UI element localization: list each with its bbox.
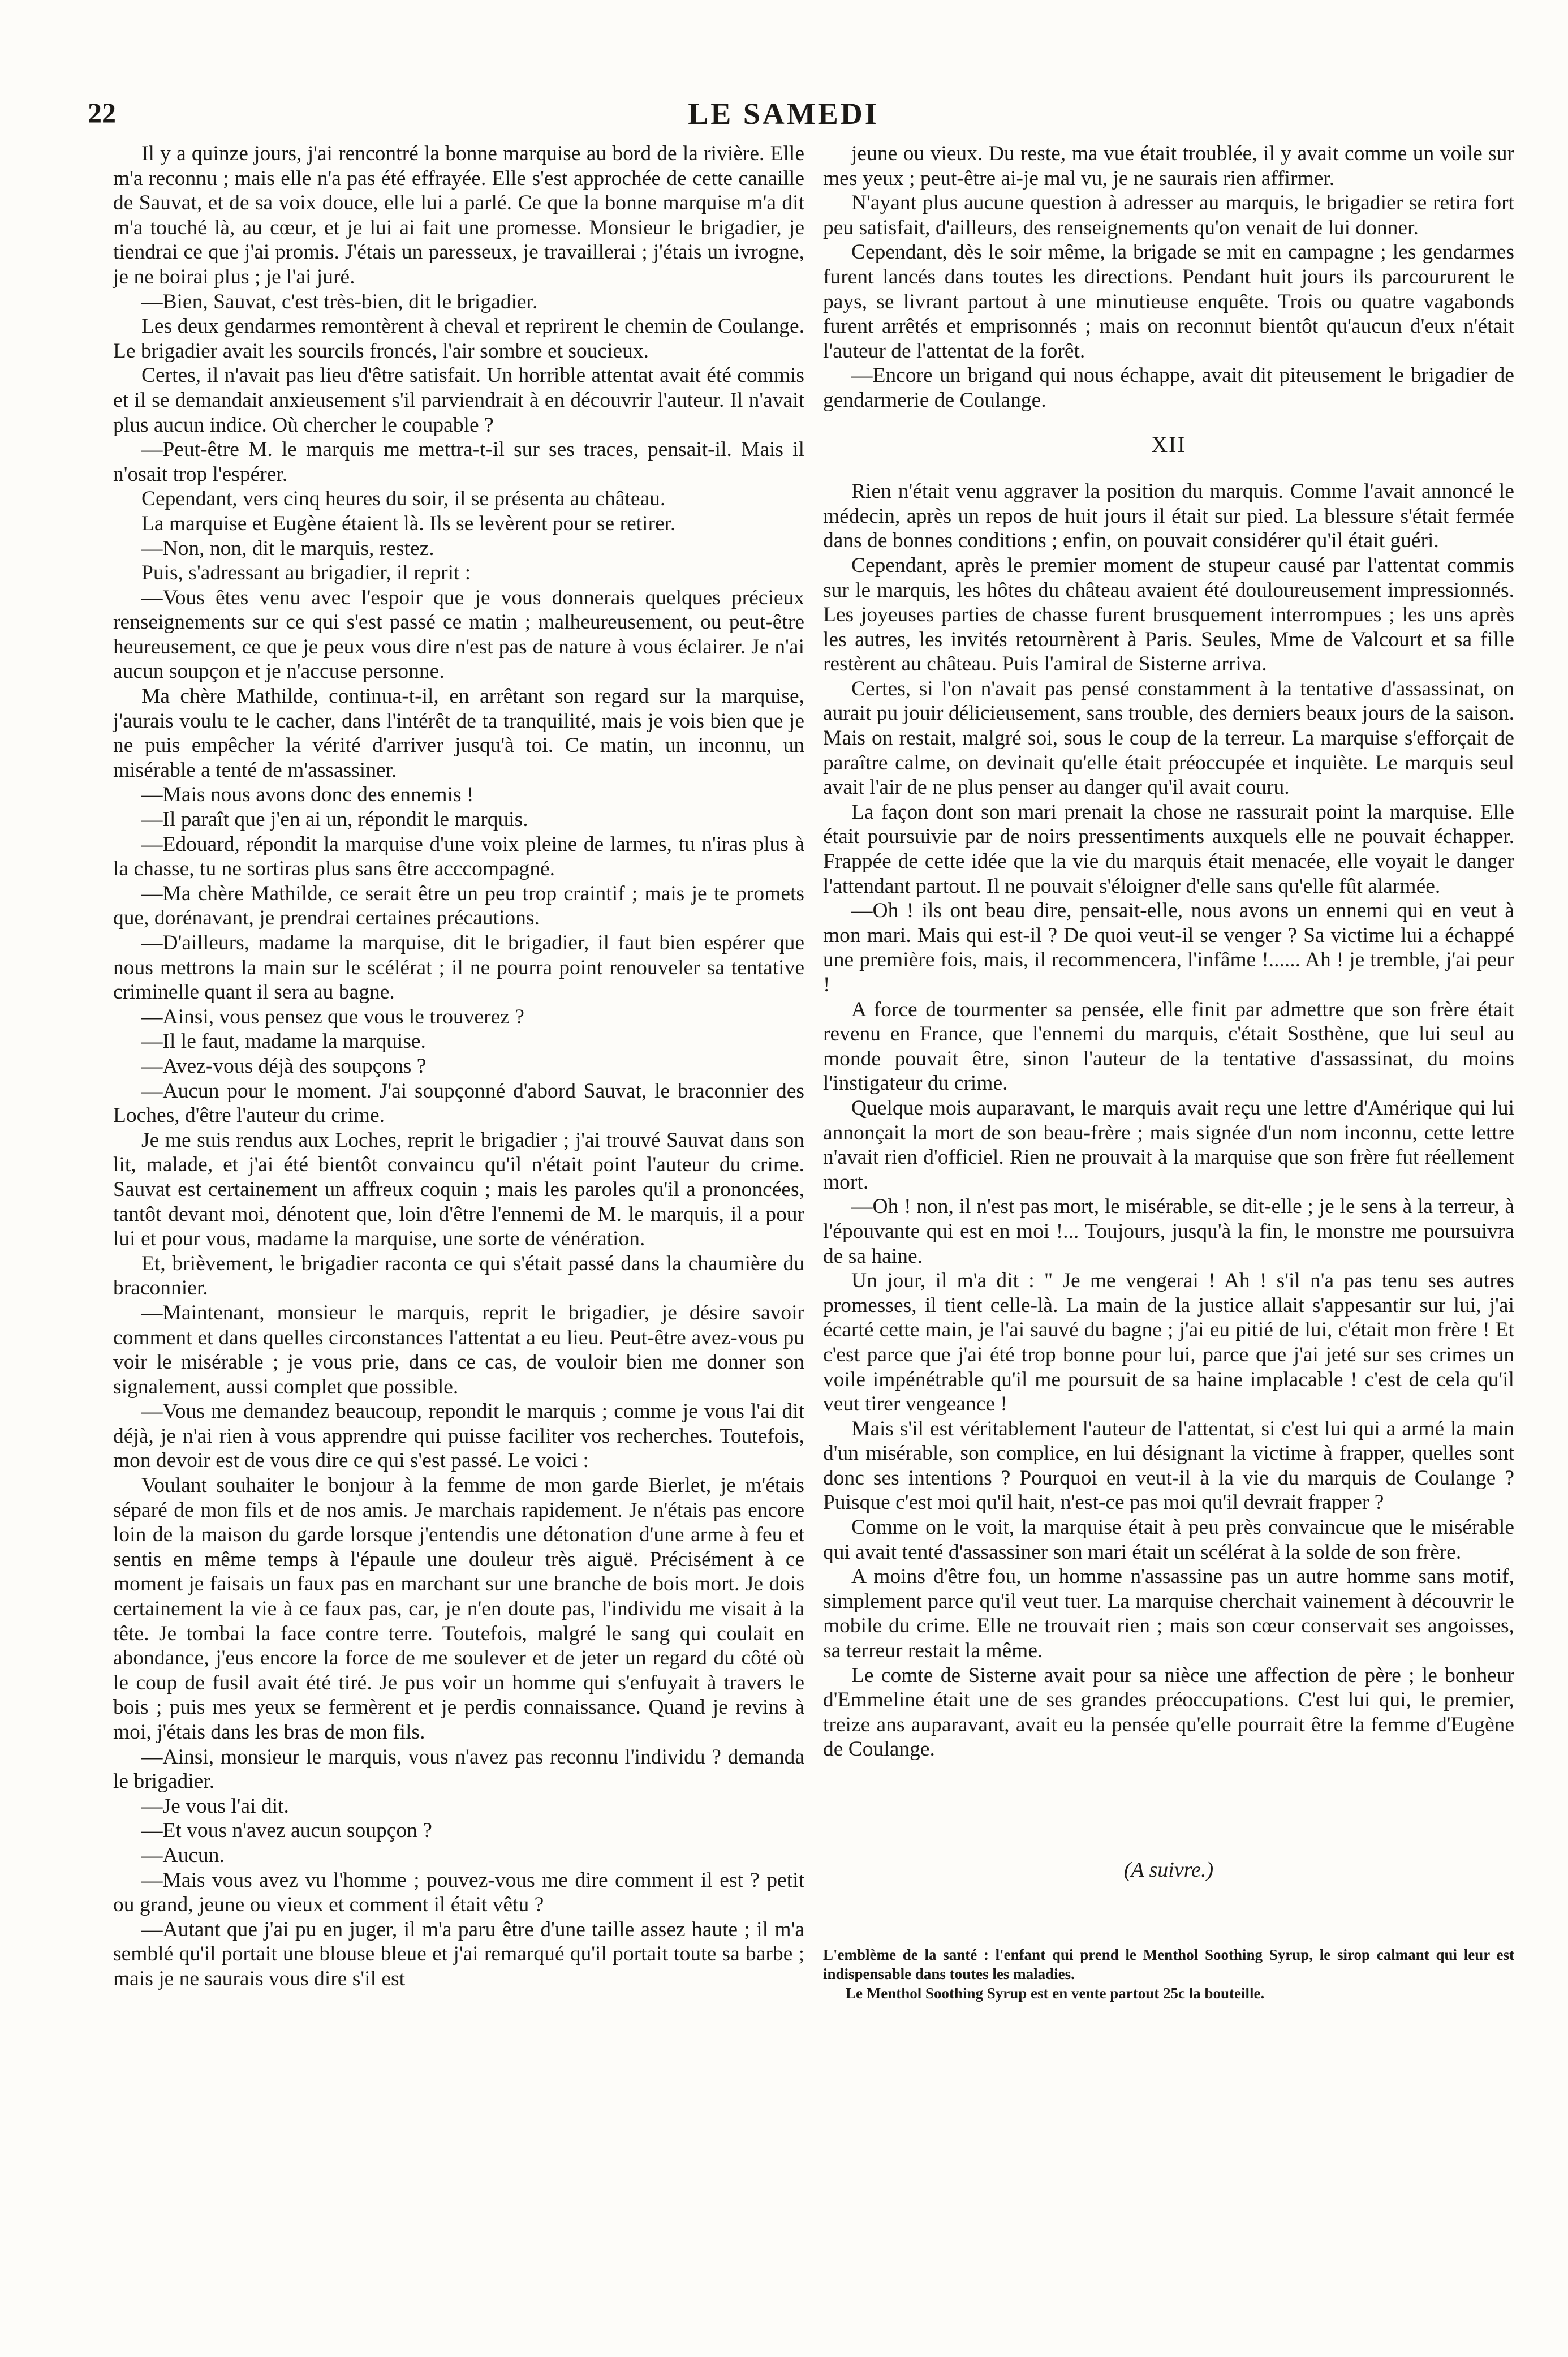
paragraph: —Aucun pour le moment. J'ai soupçonné d'abord Sauvat, le braconnier des Loches, d'être l'auteur du crime. [113, 1079, 804, 1128]
paragraph: jeune ou vieux. Du reste, ma vue était troublée, il y avait comme un voile sur mes yeux ; peut-être ai-je mal vu, je ne saurais rien affirmer. [823, 142, 1514, 190]
paragraph: Je me suis rendus aux Loches, reprit le brigadier ; j'ai trouvé Sauvat dans son lit, malade, et j'ai été bientôt convaincu qu'il n'était point l'auteur du crime. Sauvat est certainement un affreux coquin ; mais les paroles qu'il a prononcées, tantôt devant moi, dénotent que, loin d'être l'ennemi de M. le marquis, il a pour lui et pour vous, madame la marquise, une sorte de vénération. [113, 1128, 804, 1251]
paragraph: Le comte de Sisterne avait pour sa nièce une affection de père ; le bonheur d'Emmeline était une de ses grandes préoccupations. C'est lui qui, le premier, treize ans auparavant, avait eu la pensée qu'elle pourrait être la femme d'Eugène de Coulange. [823, 1663, 1514, 1761]
paragraph: Comme on le voit, la marquise était à peu près convaincue que le misérable qui avait tenté d'assassiner son mari était un scélérat à la solde de son frère. [823, 1516, 1514, 1564]
paragraph: —Non, non, dit le marquis, restez. [141, 536, 434, 560]
paragraph: —Ainsi, monsieur le marquis, vous n'avez pas reconnu l'individu ? demanda le brigadier. [113, 1745, 804, 1793]
paragraph: —Avez-vous déjà des soupçons ? [141, 1054, 427, 1078]
paragraph: Cependant, après le premier moment de stupeur causé par l'attentat commis sur le marquis, les hôtes du château avaient été douloureusement impressionnés. Les joyeuses parties de chasse furent brusquement interrompues ; les uns après les autres, les invités retournèrent à Paris. Seules, Mme de Valcourt et sa fille restèrent au château. Puis l'amiral de Sisterne arriva. [823, 553, 1514, 676]
paragraph: —Peut-être M. le marquis me mettra-t-il sur ses traces, pensait-il. Mais il n'osait trop l'espérer. [113, 438, 804, 486]
footer-note-line-2: Le Menthol Soothing Syrup est en vente partout 25c la bouteille. [846, 1984, 1265, 2002]
paragraph: —Ma chère Mathilde, ce serait être un peu trop craintif ; mais je te promets que, dorénavant, je prendrai certaines précautions. [113, 881, 804, 930]
paragraph: —D'ailleurs, madame la marquise, dit le brigadier, il faut bien espérer que nous mettrons la main sur le scélérat ; il ne pourra point renouveler sa tentative criminelle quant il sera au bagne. [113, 931, 804, 1004]
right-column-text-before [823, 141, 1514, 413]
paragraph: Un jour, il m'a dit : " Je me vengerai ! Ah ! s'il n'a pas tenu ses autres promesses, il tient celle-là. La main de la justice allait s'appesantir sur lui, j'ai écarté cette main, je l'ai sauvé du bagne ; j'ai eu pitié de lui, c'était mon frère ! Et c'est parce que j'ai été trop bonne pour lui, parce que j'ai jeté sur ses crimes un voile impénétrable qu'il me poursuit de sa haine implacable ! c'est de cela qu'il veut tirer vengeance ! [823, 1269, 1514, 1416]
paragraph: —Mais vous avez vu l'homme ; pouvez-vous me dire comment il est ? petit ou grand, jeune ou vieux et comment il était vêtu ? [113, 1868, 804, 1917]
journal-title: LE SAMEDI [688, 97, 879, 131]
paragraph: Ma chère Mathilde, continua-t-il, en arrêtant son regard sur la marquise, j'aurais voulu te le cacher, dans l'intérêt de ta tranquilité, mais je vois bien que je ne puis empêcher la vérité d'arriver jusqu'à toi. Ce matin, un inconnu, un misérable a tenté de m'assassiner. [113, 685, 804, 782]
paragraph: Puis, s'adressant au brigadier, il reprit : [141, 561, 471, 585]
page-header [88, 96, 1479, 141]
paragraph: —Mais nous avons donc des ennemis ! [141, 783, 474, 807]
paragraph: —Vous me demandez beaucoup, repondit le marquis ; comme je vous l'ai dit déjà, je n'ai rien à vous apprendre qui puisse faciliter vos recherches. Toutefois, mon devoir est de vous dire ce qui s'est passé. Le voici : [113, 1400, 804, 1473]
paragraph: Certes, si l'on n'avait pas pensé constamment à la tentative d'assassinat, on aurait pu jouir délicieusement, sans trouble, des derniers beaux jours de la saison. Mais on restait, malgré soi, sous le coup de la terreur. La marquise s'efforçait de paraître calme, on devinait qu'elle était préoccupée et inquiète. Le marquis seul avait l'air de ne plus penser au danger qu'il avait couru. [823, 677, 1514, 799]
paragraph: Les deux gendarmes remontèrent à cheval et reprirent le chemin de Coulange. Le brigadier avait les sourcils froncés, l'air sombre et soucieux. [113, 315, 804, 363]
footer-note-line-1: L'emblème de la santé : l'enfant qui prend le Menthol Soothing Syrup, le sirop calmant qui leur est indispensable dans toutes les maladies. [823, 1946, 1514, 1982]
right-column [823, 141, 1514, 2003]
page-number: 22 [88, 97, 116, 128]
chapter-heading: XII [1151, 431, 1186, 457]
paragraph: Rien n'était venu aggraver la position du marquis. Comme l'avait annoncé le médecin, après un repos de huit jours il était sur pied. La blessure s'était fermée dans de bonnes conditions ; enfin, on pouvait considérer qu'il était guéri. [823, 480, 1514, 553]
paragraph: —Vous êtes venu avec l'espoir que je vous donnerais quelques précieux renseignements sur ce qui s'est passé ce matin ; malheureusement, ou peut-être heureusement, ce que je peux vous dire n'est pas de nature à vous éclairer. Je n'ai aucun soupçon et je n'accuse personne. [113, 586, 804, 683]
paragraph: —Je vous l'ai dit. [141, 1794, 289, 1818]
paragraph: —Oh ! non, il n'est pas mort, le misérable, se dit-elle ; je le sens à la terreur, à l'épouvante qui est en moi !... Toujours, jusqu'à la fin, le monstre me poursuivra de sa haine. [823, 1195, 1514, 1268]
paragraph: Certes, il n'avait pas lieu d'être satisfait. Un horrible attentat avait été commis et il se demandait anxieusement s'il parviendrait à en découvrir l'auteur. Il n'avait plus aucun indice. Où chercher le coupable ? [113, 364, 804, 437]
paragraph: Cependant, vers cinq heures du soir, il se présenta au château. [141, 487, 666, 511]
paragraph: —Edouard, répondit la marquise d'une voix pleine de larmes, tu n'iras plus à la chasse, tu ne sortiras plus sans être acccompagné. [113, 832, 804, 881]
paragraph: Mais s'il est véritablement l'auteur de l'attentat, si c'est lui qui a armé la main d'un misérable, son complice, en lui désignant la victime à frapper, quelles sont donc ses intentions ? Pourquoi en veut-il à la vie du marquis de Coulange ? Puisque c'est moi qu'il hait, n'est-ce pas moi qu'il devrait frapper ? [823, 1417, 1514, 1515]
paragraph: —Et vous n'avez aucun soupçon ? [141, 1819, 432, 1843]
footer-advertisement [823, 1945, 1514, 2003]
paragraph: La façon dont son mari prenait la chose ne rassurait point la marquise. Elle était poursuivie par de noirs pressentiments auxquels elle ne pouvait échapper. Frappée de cette idée que la vie du marquis était menacée, elle voyait le danger l'attendant partout. Il ne pouvait s'éloigner d'elle sans qu'elle fût alarmée. [823, 800, 1514, 898]
paragraph: —Autant que j'ai pu en juger, il m'a paru être d'une taille assez haute ; il m'a semblé qu'il portait une blouse bleue et j'ai remarqué qu'il portait toute sa barbe ; mais je ne saurais vous dire s'il est [113, 1917, 804, 1990]
paragraph: —Il paraît que j'en ai un, répondit le marquis. [141, 808, 528, 832]
paragraph: —Oh ! ils ont beau dire, pensait-elle, nous avons un ennemi qui en veut à mon mari. Mais qui est-il ? De quoi veut-il se venger ? Sa victime lui a échappé une première fois, mais, il recommencera, l'infâme !...... Ah ! je tremble, j'ai peur ! [823, 899, 1514, 996]
paragraph: Voulant souhaiter le bonjour à la femme de mon garde Bierlet, je m'étais séparé de mon fils et de nos amis. Je marchais rapidement. Je n'étais pas encore loin de la maison du garde lorsque j'entendis une détonation d'une arme à feu et sentis en même temps à l'épaule une douleur très aiguë. Précisément à ce moment je faisais un faux pas en marchant sur une branche de bois mort. Je dois certainement la vie à ce faux pas, car, je n'en doute pas, l'individu me visait à la tête. Je tombai la face contre terre. Toutefois, malgré le sang qui coulait en abondance, j'eus encore la force de me soulever et de jeter un regard du côté où le coup de fusil avait été tiré. Je pus voir un homme qui s'enfuyait à travers le bois ; puis mes yeux se fermèrent et je perdis connaissance. Quand je revins à moi, j'étais dans les bras de mon fils. [113, 1474, 804, 1744]
paragraph: La marquise et Eugène étaient là. Ils se levèrent pour se retirer. [141, 511, 676, 535]
to-be-continued: (A suivre.) [1123, 1858, 1214, 1882]
paragraph: —Bien, Sauvat, c'est très-bien, dit le brigadier. [141, 290, 538, 313]
paragraph: Cependant, dès le soir même, la brigade se mit en campagne ; les gendarmes furent lancés dans toutes les directions. Pendant huit jours ils parcoururent le pays, se livrant partout à une minutieuse enquête. Trois ou quatre vagabonds furent arrêtés et emprisonnés ; mais on reconnut bientôt qu'aucun d'eux n'était l'auteur de l'attentat de la forêt. [823, 240, 1514, 363]
paragraph: —Maintenant, monsieur le marquis, reprit le brigadier, je désire savoir comment et dans quelles circonstances l'attentat a eu lieu. Peut-être avez-vous pu voir le misérable ; je vous prie, dans ce cas, de vouloir bien me donner son signalement, aussi complet que possible. [113, 1301, 804, 1399]
paragraph: Et, brièvement, le brigadier raconta ce qui s'était passé dans la chaumière du braconnier. [113, 1251, 804, 1300]
paragraph: A moins d'être fou, un homme n'assassine pas un autre homme sans motif, simplement parce qu'il veut tuer. La marquise cherchait vainement à découvrir le mobile du crime. Elle ne trouvait rien ; mais son cœur conservait ses angoisses, sa terreur restait la même. [823, 1565, 1514, 1663]
paragraph: A force de tourmenter sa pensée, elle finit par admettre que son frère était revenu en France, que l'ennemi du marquis, c'était Sosthène, que lui seul au monde pouvait être, sinon l'auteur de la tentative d'assassinat, du moins l'instigateur du crime. [823, 997, 1514, 1095]
paragraph: —Aucun. [141, 1843, 225, 1867]
paragraph: —Encore un brigand qui nous échappe, avait dit piteusement le brigadier de gendarmerie de Coulange. [823, 364, 1514, 412]
paragraph: Quelque mois auparavant, le marquis avait reçu une lettre d'Amérique qui lui annonçait la mort de son beau-frère ; mais signée d'un nom inconnu, cette lettre n'avait rien d'officiel. Rien ne prouvait à la marquise que son frère fut réellement mort. [823, 1096, 1514, 1194]
left-column [113, 141, 804, 1992]
paragraph: —Il le faut, madame la marquise. [141, 1030, 426, 1053]
paragraph: N'ayant plus aucune question à adresser au marquis, le brigadier se retira fort peu satisfait, d'ailleurs, des renseignements qu'on venait de lui donner. [823, 191, 1514, 239]
paragraph: —Ainsi, vous pensez que vous le trouverez ? [141, 1005, 524, 1029]
right-column-text-after [823, 479, 1514, 1762]
paragraph: Il y a quinze jours, j'ai rencontré la bonne marquise au bord de la rivière. Elle m'a reconnu ; mais elle n'a pas été effrayée. Elle s'est approchée de cette canaille de Sauvat, et de sa voix douce, elle lui a parlé. Ce que la bonne marquise m'a dit m'a touché là, au cœur, et je lui ai fait une promesse. Monsieur le brigadier, je tiendrai ce que j'ai promis. J'étais un paresseux, je travaillerai ; j'étais un ivrogne, je ne boirai plus ; je l'ai juré. [113, 142, 804, 289]
